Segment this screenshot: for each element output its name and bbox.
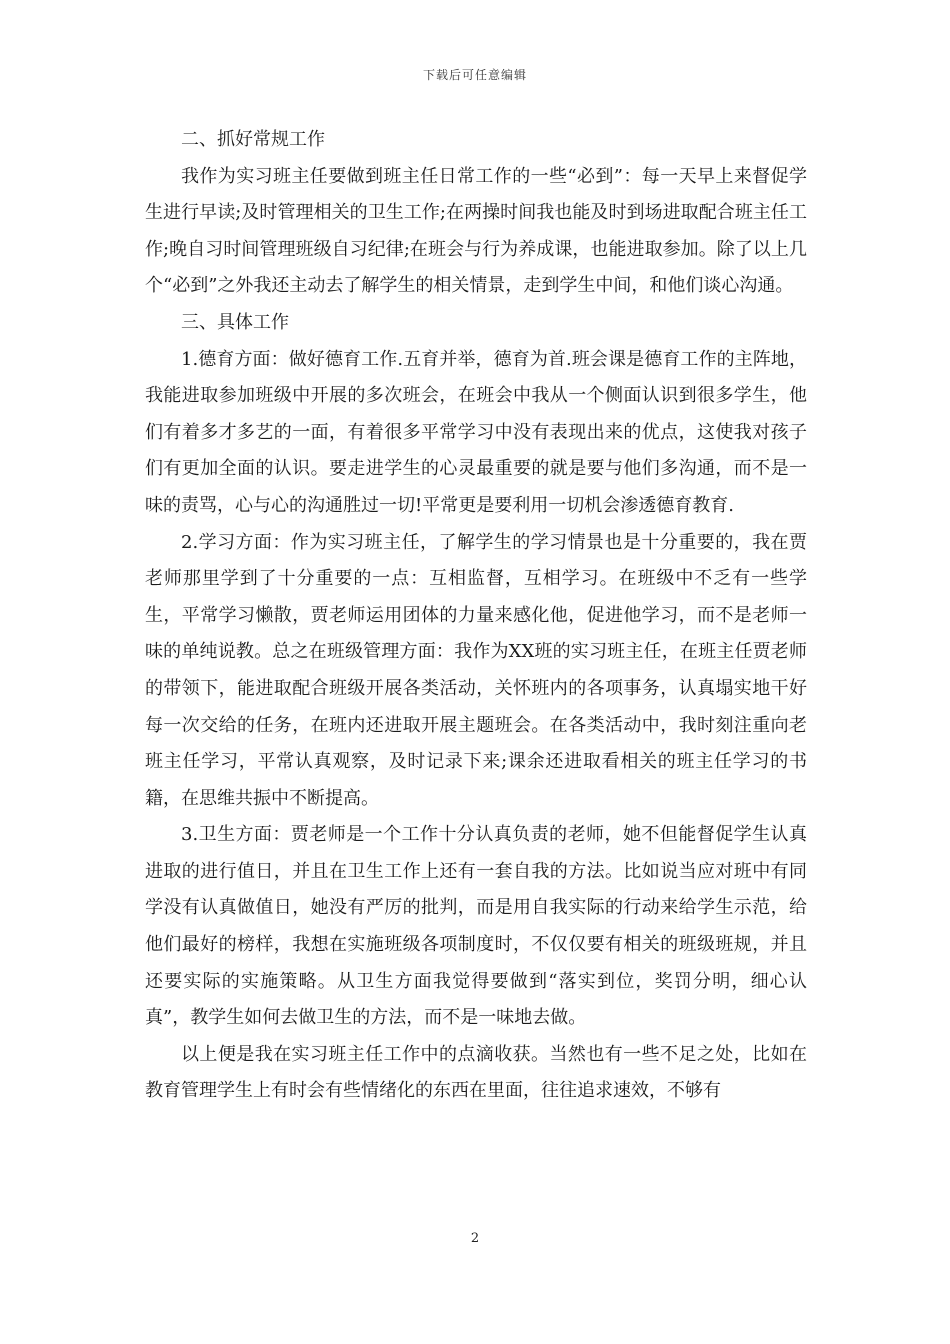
page-number: 2 (470, 1231, 480, 1246)
section-heading-specific-work: 三、具体工作 (181, 311, 289, 333)
section-heading-routine-work: 二、抓好常规工作 (181, 129, 325, 150)
paragraph-moral-education: 1.德育方面：做好德育工作.五育并举，德育为首.班会课是德育工作的主阵地，我能进取参加班级中开展的多次班会，在班会中我从一个侧面认识到很多学生，他们有着多才多艺的一面，有着很多平常学习中没有表现出来的优点，这使我对孩子们有更加全面的认识。要走进学生的心灵最重要的就是要与他们多沟通，而不是一味的责骂，心与心的沟通胜过一切!平常更是要利用一切机会渗透德育教育. (145, 348, 807, 516)
paragraph-study: 2.学习方面：作为实习班主任，了解学生的学习情景也是十分重要的，我在贾老师那里学到了十分重要的一点：互相监督，互相学习。在班级中不乏有一些学生，平常学习懒散，贾老师运用团体的力量来感化他，促进他学习，而不是老师一味的单纯说教。总之在班级管理方面：我作为XX班的实习班主任，在班主任贾老师的带领下，能进取配合班级开展各类活动，关怀班内的各项事务，认真塌实地干好每一次交给的任务，在班内还进取开展主题班会。在各类活动中，我时刻注重向老班主任学习，平常认真观察，及时记录下来;课余还进取看相关的班主任学习的书籍，在思维共振中不断提高。 (145, 531, 807, 809)
body-text (145, 122, 807, 1110)
paragraph-summary: 以上便是我在实习班主任工作中的点滴收获。当然也有一些不足之处，比如在教育管理学生上有时会有些情绪化的东西在里面，往往追求速效，不够有 (145, 1043, 807, 1102)
paragraph-hygiene: 3.卫生方面：贾老师是一个工作十分认真负责的老师，她不但能督促学生认真进取的进行值日，并且在卫生工作上还有一套自我的方法。比如说当应对班中有同学没有认真做值日，她没有严厉的批判，而是用自我实际的行动来给学生示范，给他们最好的榜样，我想在实施班级各项制度时，不仅仅要有相关的班级班规，并且还要实际的实施策略。从卫生方面我觉得要做到“落实到位，奖罚分明，细心认真”，教学生如何去做卫生的方法，而不是一味地去做。 (145, 824, 807, 1029)
page-header-note: 下载后可任意编辑 (422, 68, 527, 82)
paragraph-routine-work: 我作为实习班主任要做到班主任日常工作的一些“必到”：每一天早上来督促学生进行早读;及时管理相关的卫生工作;在两操时间我也能及时到场进取配合班主任工作;晚自习时间管理班级自习纪律;在班会与行为养成课，也能进取参加。除了以上几个“必到”之外我还主动去了解学生的相关情景，走到学生中间，和他们谈心沟通。 (145, 165, 807, 297)
